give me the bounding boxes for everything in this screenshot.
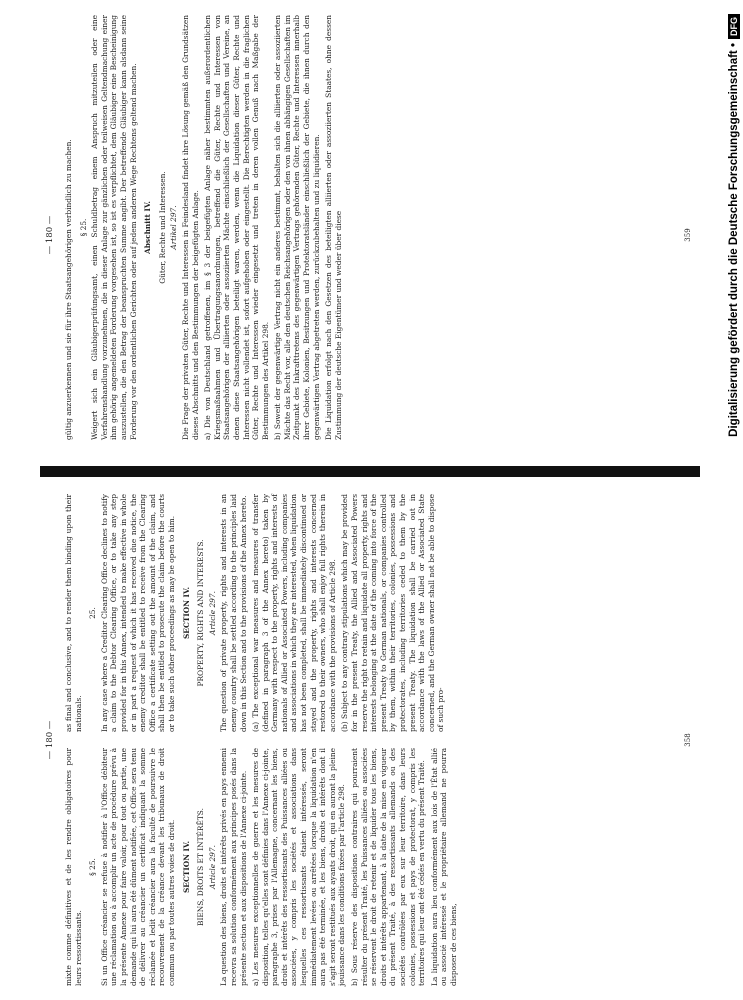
- digitization-credit: [707, 0, 740, 1000]
- paragraph: La question des biens, droits et intérêts privés en pays ennemi recevra sa solution conformément aux principes posés dans la présente section et aux dispositions de l'Annexe ci-jointe.: [219, 748, 248, 986]
- paragraph: La liquidation aura lieu conformément aux lois de l'État allié ou associé intéressé et le propriétaire allemand ne pourra disposer de ces biens,: [429, 748, 458, 986]
- right-page-number: — 180 —: [45, 215, 55, 255]
- credit-text: Digitalisierung gefördert durch die Deutsche Forschungsgemeinschaft •: [728, 43, 740, 437]
- article-heading: Article 297.: [207, 591, 217, 635]
- left-page: [40, 480, 700, 1000]
- section-title: Abschnitt IV.: [143, 201, 153, 254]
- section-heading: § 25.: [78, 218, 88, 237]
- section-title: SECTION IV.: [181, 586, 191, 640]
- paragraph: a) Die von Deutschland getroffenen, im § 3 der beigefügten Anlage näher bestimmten außerordentlichen Kriegsmaßnahmen und Übertragungsanordnungen, betreffend die Güter, Rechte und Interessen von Staatsangehörigen der alliierten oder assoziierten Mächte einschließlich der Gesellschaften und Vereine, an denen diese Staatsangehörigen beteiligt waren, werden, wenn die Liquidation dieser Güter, Rechte und Interessen nicht vollendet ist, sofort aufgehoben oder eingestellt. Die Berechtigten werden in die fraglichen Güter, Rechte und Interessen wieder eingesetzt und treten in deren vollen Genuß nach Maßgabe der Bestimmungen des Artikel 298.: [203, 15, 270, 440]
- german-column: [64, 15, 679, 440]
- section-heading: PROPERTY, RIGHTS AND INTERESTS.: [196, 539, 206, 687]
- rotated-book-spread: [40, 0, 700, 1000]
- section-heading: § 25.: [88, 858, 98, 876]
- section-heading: 25.: [88, 607, 98, 619]
- credit-line: [725, 0, 743, 1000]
- paragraph: Weigert sich ein Gläubigerprüfungsamt, einen Schuldbetrag einem Anspruch mitzuteilen oder eine Verfahrenshandlung vorzunehmen, die in dieser Anlage zur gänzlichen oder teilweisen Geltendmachung einer ihm gehörig angemeldeten Forderung vorgesehen ist, so ist es verpflichtet, dem Gläubiger eine Bescheinigung auszustellen, die den Betrag der beanspruchten Summe angibt. Der betreffende Gläubiger kann alsdann seine Forderung vor den ordentlichen Gerichten oder auf jedem anderen Wege Rechtens geltend machen.: [90, 15, 138, 440]
- paragraph: (b) Subject to any contrary stipulations which may be provided for in the present Treaty, the Allied and Associated Powers reserve the right to retain and liquidate all property, rights and interests belonging at the date of the coming into force of the present Treaty to German nationals, or companies controlled by them, within their territories, colonies, possessions and protectorates, including territories ceded to them by the present Treaty. The liquidation shall be carried out in accordance with the laws of the Allied or Associated State concerned, and the German owner shall not be able to dispose of such pro-: [340, 494, 446, 732]
- french-column: [64, 748, 679, 986]
- paragraph: b) Soweit der gegenwärtige Vertrag nicht ein anderes bestimmt, behalten sich die alliierten oder assoziierten Mächte das Recht vor, alle den deutschen Reichsangehörigen oder den von ihnen abhängigen Gesellschaften im Zeitpunkt des Inkrafttretens des gegenwärtigen Vertrags gehörenden Güter, Rechte und Interessen innerhalb ihrer Gebiete, Kolonien, Besitzungen und Protektoratsländer einschließlich der Gebiete, die ihnen durch den gegenwärtigen Vertrag abgetreten werden, zurückzubehalten und zu liquidieren.: [273, 15, 321, 440]
- section-title: SECTION IV.: [181, 840, 191, 894]
- dfg-logo: DFG: [728, 14, 740, 39]
- book-gutter: [40, 466, 700, 477]
- left-page-number: — 180 —: [45, 720, 55, 760]
- article-heading: Article 297.: [207, 845, 217, 889]
- paragraph: a) Les mesures exceptionnelles de guerre et les mesures de disposition, telles qu'elles sont définies dans l'Annexe ci-jointe, paragraphe 3, prises par l'Allemagne, concernant les biens, droits et intérêts des ressortissants des Puissances alliées ou associées, y compris les sociétés et associations dans lesquelles ces ressortissants étaient intéressés, seront immédiatement levées ou arrêtées lorsque la liquidation n'en aura pas été terminée, et les biens, droits et intérêts dont il s'agit seront restitués aux ayants droit, qui en auront la pleine jouissance dans les conditions fixées par l'article 298.: [251, 748, 347, 986]
- english-column: [64, 494, 679, 732]
- article-heading: Artikel 297.: [169, 205, 179, 250]
- paragraph: gültig anzuerkennen und sie für ihre Staatsangehörigen verbindlich zu machen.: [64, 139, 73, 440]
- paragraph: b) Sous réserve des dispositions contraires qui pourraient résulter du présent Traité, les Puissances alliées ou associées se réservent le droit de retenir et de liquider tous les biens, droits et intérêts appartenant, à la date de la mise en vigueur du présent Traité, à des ressortissants allemands ou des sociétés contrôlées par eux sur leur territoire, dans leurs colonies, possessions et pays de protectorat, y compris les territoires qui leur ont été cédés en vertu du présent Traité.: [350, 748, 427, 986]
- section-heading: Güter, Rechte und Interessen.: [157, 171, 167, 284]
- paragraph: as final and conclusive, and to render them binding upon their nationals.: [64, 494, 83, 732]
- paragraph: In any case where a Creditor Clearing Office declines to notify a claim to the Debtor Clearing Office, or to take any step provided for in this Annex, intended to make effective in whole or in part a request of which it has received due notice, the enemy creditor shall be entitled to receive from the Clearing Office a certificate setting out the amount of the claim, and shall then be entitled to prosecute the claim before the courts or to take such other proceedings as may be open to him.: [99, 494, 176, 732]
- right-page-footer-number: 359: [684, 228, 693, 242]
- section-heading: BIENS, DROITS ET INTÉRÊTS.: [196, 808, 206, 926]
- right-page: [40, 10, 700, 460]
- paragraph: mixte comme définitives et de les rendre obligatoires pour leurs ressortissants.: [64, 748, 83, 986]
- left-page-footer-number: 358: [684, 733, 693, 747]
- paragraph: The question of private property, rights and interests in an enemy country shall be settled according to the principles laid down in this Section and to the provisions of the Annex hereto.: [219, 494, 248, 732]
- paragraph: Die Frage der privaten Güter, Rechte und Interessen in Feindesland findet ihre Lösung gemäß den Grundsätzen dieses Abschnitts und den Bestimmungen der beigefügten Anlage.: [180, 15, 200, 440]
- paragraph: Si un Office créancier se refuse à notifier à l'Office débiteur une réclamation ou à accomplir un acte de procédure prévu à la présente Annexe pour faire valoir, pour tout ou partie, une demande qui lui aura été dûment notifiée, cet Office sera tenu de délivrer au créancier un certificat indiquant la somme réclamée et ledit créancier aura la faculté de poursuivre le recouvrement de la créance devant les tribunaux de droit commun ou par toutes autres voies de droit.: [99, 748, 176, 986]
- paragraph: (a) The exceptional war measures and measures of transfer (defined in paragraph 3 of the Annex hereto) taken by Germany with respect to the property, rights and interests of nationals of Allied or Associated Powers, including companies and associations in which they are interested, when liquidation has not been completed, shall be immediately discontinued or stayed and the property, rights and interests concerned restored to their owners, who shall enjoy full rights therein in accordance with the provisions of Article 298.: [251, 494, 337, 732]
- paragraph: Die Liquidation erfolgt nach den Gesetzen des beteiligten alliierten oder assoziierten Staates, ohne dessen Zustimmung der deutsche Eigentümer und weder über diese: [324, 15, 343, 440]
